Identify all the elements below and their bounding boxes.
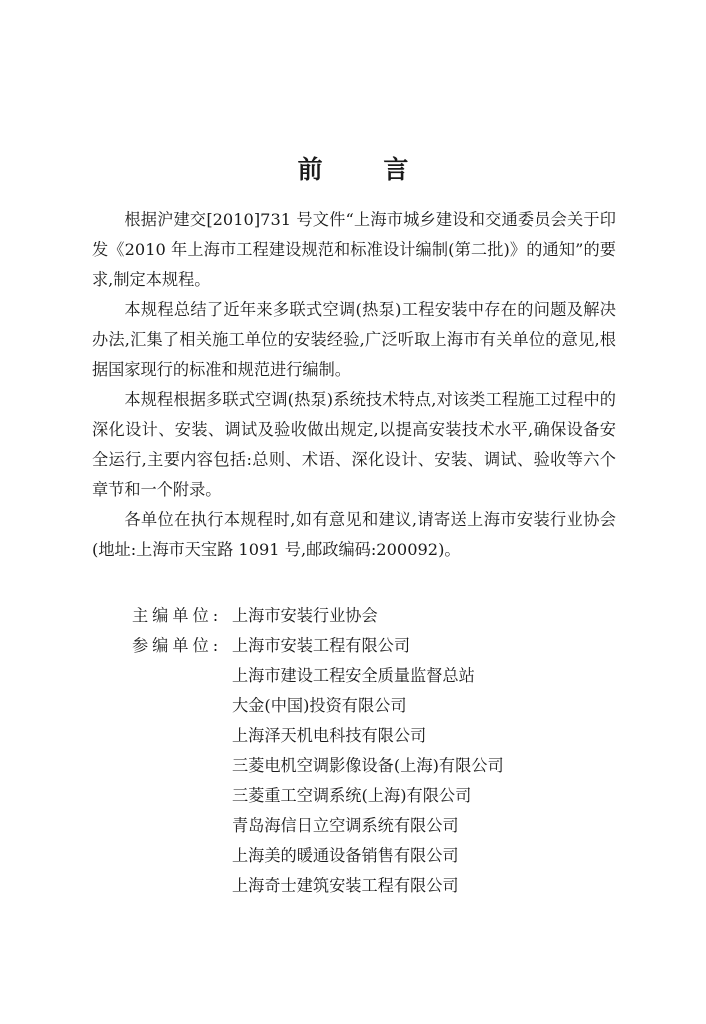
participating-row bbox=[132, 841, 612, 871]
chief-editor-name: 上海市安装行业协会 bbox=[232, 606, 378, 625]
participating-row bbox=[132, 781, 612, 811]
participating-unit: 三菱重工空调系统(上海)有限公司 bbox=[232, 786, 472, 805]
participating-row bbox=[132, 721, 612, 751]
participating-row bbox=[132, 691, 612, 721]
chief-editor-label: 主编单位: bbox=[132, 606, 223, 625]
participating-unit: 上海市安装工程有限公司 bbox=[232, 636, 411, 655]
participating-row bbox=[132, 751, 612, 781]
editing-units bbox=[132, 601, 612, 901]
participating-row bbox=[132, 631, 612, 661]
participating-unit: 上海市建设工程安全质量监督总站 bbox=[232, 666, 475, 685]
page-title: 前 言 bbox=[297, 155, 435, 184]
participating-row bbox=[132, 871, 612, 901]
paragraph-4: 各单位在执行本规程时,如有意见和建议,请寄送上海市安装行业协会(地址:上海市天宝路 1091 号,邮政编码:200092)。 bbox=[92, 510, 616, 559]
participating-unit: 上海美的暖通设备销售有限公司 bbox=[232, 846, 459, 865]
paragraph-1: 根据沪建交[2010]731 号文件“上海市城乡建设和交通委员会关于印发《2010 年上海市工程建设规范和标准设计编制(第二批)》的通知”的要求,制定本规程。 bbox=[92, 210, 616, 289]
participating-unit: 三菱电机空调影像设备(上海)有限公司 bbox=[232, 756, 504, 775]
participating-unit: 上海奇士建筑安装工程有限公司 bbox=[232, 876, 459, 895]
participating-label: 参编单位: bbox=[132, 636, 223, 655]
foreword-body bbox=[92, 205, 616, 565]
participating-unit: 青岛海信日立空调系统有限公司 bbox=[232, 816, 459, 835]
participating-row bbox=[132, 661, 612, 691]
paragraph-2: 本规程总结了近年来多联式空调(热泵)工程安装中存在的问题及解决办法,汇集了相关施工单位的安装经验,广泛听取上海市有关单位的意见,根据国家现行的标准和规范进行编制。 bbox=[92, 300, 616, 379]
participating-unit: 大金(中国)投资有限公司 bbox=[232, 696, 407, 715]
chief-editor-row bbox=[132, 601, 612, 631]
participating-unit: 上海泽天机电科技有限公司 bbox=[232, 726, 427, 745]
paragraph-3: 本规程根据多联式空调(热泵)系统技术特点,对该类工程施工过程中的深化设计、安装、调试及验收做出规定,以提高安装技术水平,确保设备安全运行,主要内容包括:总则、术语、深化设计、安装、调试、验收等六个章节和一个附录。 bbox=[92, 390, 616, 499]
participating-row bbox=[132, 811, 612, 841]
